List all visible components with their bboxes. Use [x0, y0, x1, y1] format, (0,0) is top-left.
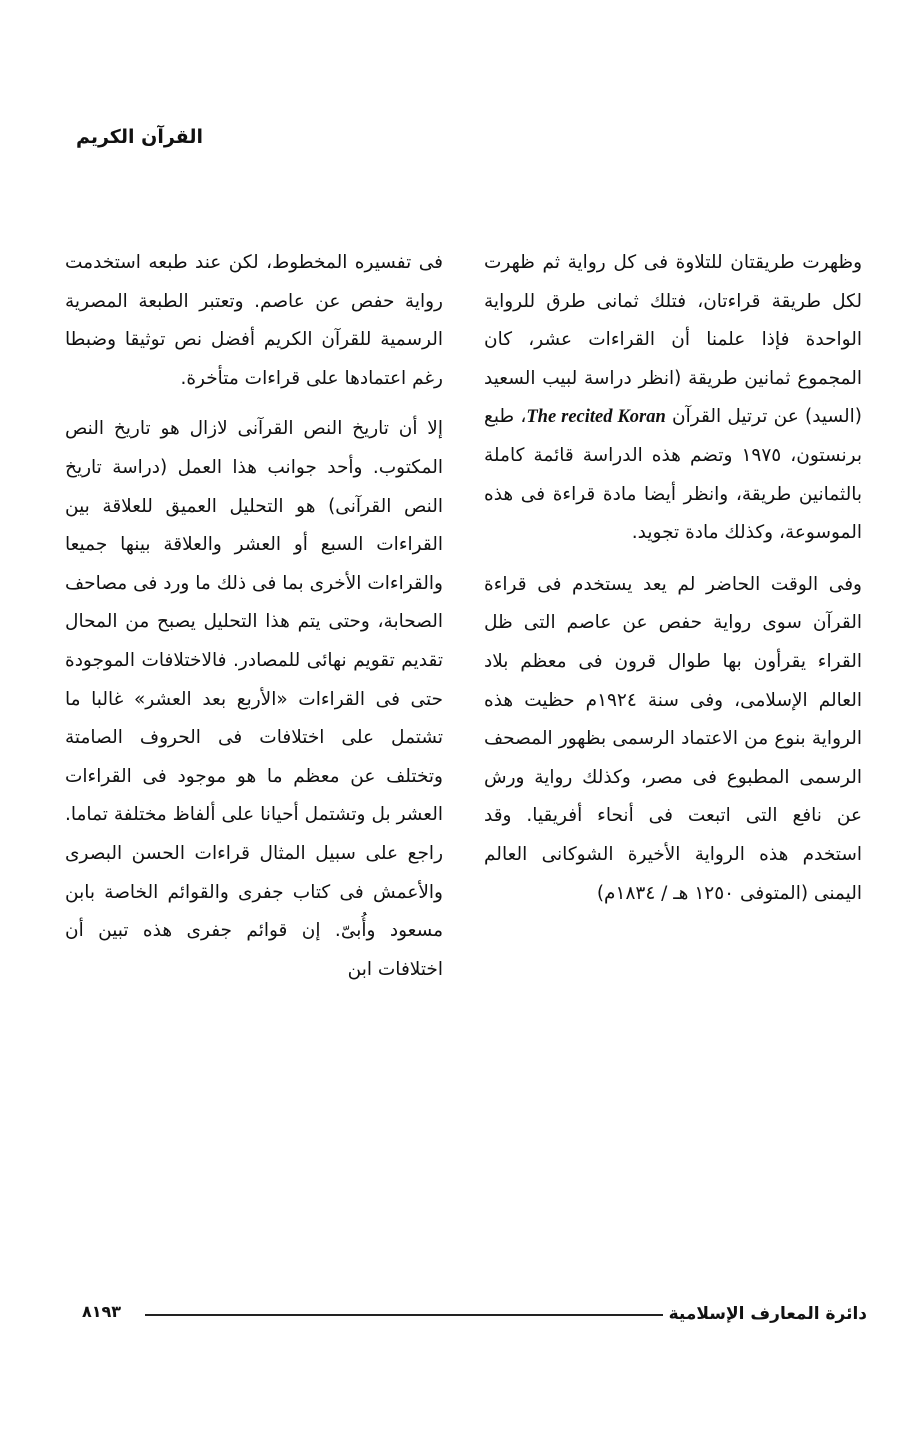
- paragraph-text: وظهرت طريقتان للتلاوة فى كل رواية ثم ظهرت لكل طريقة قراءتان، فتلك ثمانى طرق للرواية الواحدة فإذا علمنا أن القراءات عشر، كان المجموع ثمانين طريقة (انظر دراسة لبيب السعيد (السيد) عن ترتيل القرآن: [484, 252, 862, 428]
- paragraph-text: ، طبع برنستون، ١٩٧٥ وتضم هذه الدراسة قائمة كاملة بالثمانين طريقة، وانظر أيضا مادة قراءة فى هذه الموسوعة، وكذلك مادة تجويد.: [484, 406, 862, 544]
- paragraph-readings-routes: [484, 244, 862, 553]
- latin-book-title: The recited Koran: [526, 407, 666, 428]
- paragraph-egyptian-edition: فى تفسيره المخطوط، لكن عند طبعه استخدمت رواية حفص عن عاصم. وتعتبر الطبعة المصرية الرسمية للقرآن الكريم أفضل نص توثيقا وضبطا رغم اعتمادها على قراءات متأخرة.: [65, 252, 443, 389]
- right-text-column: [484, 244, 862, 913]
- footer-divider: [145, 1314, 663, 1316]
- page-header-title: القرآن الكريم: [75, 126, 203, 148]
- footer-encyclopedia-title: دائرة المعارف الإسلامية: [668, 1304, 867, 1324]
- paragraph-hafs-narration: وفى الوقت الحاضر لم يعد يستخدم فى قراءة القرآن سوى رواية حفص عن عاصم التى ظل القراء يقرأون بها طوال قرون فى معظم بلاد العالم الإسلامى، وفى سنة ١٩٢٤م حظيت هذه الرواية بنوع من الاعتماد الرسمى بظهور المصحف الرسمى المطبوع فى مصر، وكذلك رواية ورش عن نافع التى اتبعت فى أنحاء أفريقيا. وقد استخدم هذه الرواية الأخيرة الشوكانى العالم اليمنى (المتوفى ١٢٥٠ هـ / ١٨٣٤م): [484, 573, 862, 904]
- paragraph-text-history: إلا أن تاريخ النص القرآنى لازال هو تاريخ النص المكتوب. وأحد جوانب هذا العمل (دراسة تاريخ النص القرآنى) هو التحليل العميق للعلاقة بين القراءات السبع أو العشر والعلاقة بينها جميعا والقراءات الأخرى بما فى ذلك ما ورد فى مصاحف الصحابة، وحتى يتم هذا التحليل يصبح من المحال تقديم تقويم نهائى للمصادر. فالاختلافات الموجودة حتى فى القراءات «الأربع بعد العشر» غالبا ما تشتمل على اختلافات فى الحروف الصامتة وتختلف عن معظم ما هو موجود فى القراءات العشر بل وتشتمل أحيانا على ألفاظ مختلفة تماما. راجع على سبيل المثال قراءات الحسن البصرى والأعمش فى كتاب جفرى والقوائم الخاصة بابن مسعود وأُبىّ. إن قوائم جفرى هذه تبين أن اختلافات ابن: [65, 418, 443, 980]
- page-number: ٨١٩٣: [82, 1302, 122, 1321]
- left-text-column: [65, 244, 443, 989]
